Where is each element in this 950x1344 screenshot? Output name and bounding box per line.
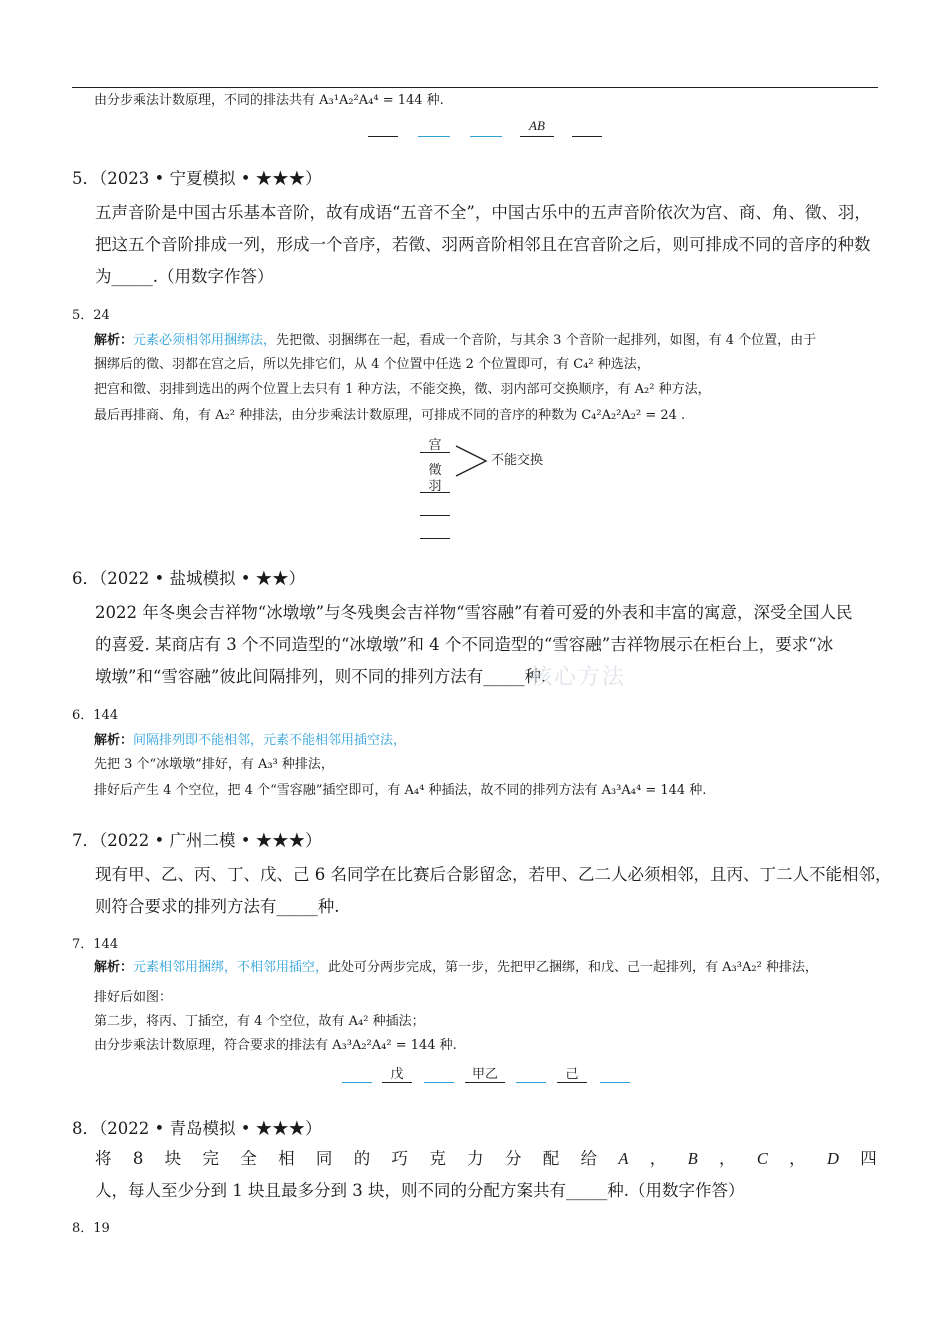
q6-line: 的喜爱. 某商店有 3 个不同造型的“冰墩墩”和 4 个不同造型的“雪容融”吉祥物展示在柜台上，要求“冰: [95, 635, 834, 654]
q6-answer: 6．144: [72, 708, 119, 723]
slot: [420, 515, 450, 516]
slot: [557, 1082, 587, 1083]
slot-label: 己: [565, 1067, 579, 1082]
q8-word: 同: [315, 1149, 333, 1168]
q5-line: 五声音阶是中国古乐基本音阶，故有成语“五音不全”，中国古乐中的五声音阶依次为宫、商、角、徵、羽，: [95, 203, 871, 222]
q8-word: 完: [202, 1149, 219, 1168]
q8-word: 巧: [391, 1149, 408, 1168]
q8-word: 8: [132, 1149, 144, 1168]
slot: [600, 1082, 630, 1083]
label-yu: 羽: [428, 479, 442, 494]
label-gong: 宫: [428, 438, 442, 453]
q5-analysis-line: 把宫和徵、羽排到选出的两个位置上去只有 1 种方法，不能交换，徵、羽内部可交换顺序，有 A₂² 种方法，: [94, 382, 711, 397]
slot: [516, 1082, 546, 1083]
q7-analysis-line: [94, 958, 818, 978]
q8-word: 分: [504, 1149, 522, 1168]
slot: [520, 136, 554, 137]
q8-word: 克: [429, 1149, 446, 1168]
q8-word: 给: [580, 1149, 598, 1168]
q7-analysis-line: 排好后如图：: [94, 990, 173, 1005]
slot: [420, 538, 450, 539]
analysis-text: 此处可分两步完成，第一步，先把甲乙捆绑，和戊、己一起排列，有 A₃³A₂² 种排法，: [328, 960, 818, 975]
q8-word: 相: [278, 1149, 295, 1168]
slot: [368, 136, 398, 137]
slot: [418, 136, 450, 137]
q7-line: 则符合要求的排列方法有_____种.: [95, 897, 340, 916]
top-rule: [72, 87, 878, 88]
slot: [470, 136, 502, 137]
q8-word: 的: [353, 1149, 371, 1168]
analysis-label: 解析：: [94, 333, 134, 348]
q5-answer: 5．24: [72, 308, 110, 323]
label-zhi: 徵: [428, 463, 442, 478]
slot-label: 甲乙: [471, 1067, 498, 1082]
q8-word: 将: [95, 1149, 112, 1168]
q7-analysis-line: 第二步，将丙、丁插空，有 4 个空位，故有 A₄² 种插法；: [94, 1014, 425, 1029]
q7-answer: 7．144: [72, 937, 119, 952]
q6-analysis-line: [94, 731, 406, 751]
q8-word: 块: [164, 1149, 182, 1168]
q8-word: 力: [467, 1149, 484, 1168]
q8-word: 全: [240, 1149, 257, 1168]
angle-bracket-icon: [454, 444, 490, 478]
q8-word: 配: [542, 1149, 560, 1168]
analysis-hint: 间隔排列即不能相邻，元素不能相邻用插空法，: [133, 733, 407, 748]
slot-label: 戊: [390, 1067, 404, 1082]
q7-heading: 7．（2022 • 广州二模 • ★★★）: [72, 831, 322, 850]
q8-word: ，: [789, 1149, 806, 1168]
analysis-hint: 元素必须相邻用捆绑法，: [133, 333, 277, 348]
q7-analysis-line: 由分步乘法计数原理，符合要求的排法有 A₃³A₂²A₄² = 144 种.: [94, 1038, 457, 1053]
analysis-label: 解析：: [94, 733, 134, 748]
q8-word: A: [618, 1149, 629, 1168]
label-no-swap: 不能交换: [491, 453, 544, 468]
q8-line: 人，每人至少分到 1 块且最多分到 3 块，则不同的分配方案共有_____种.（用数字作答）: [95, 1181, 745, 1200]
analysis-hint: 元素相邻用捆绑，不相邻用插空，: [133, 960, 329, 975]
q8-word: C: [756, 1149, 768, 1168]
q8-word: ，: [719, 1149, 736, 1168]
slot: [382, 1082, 412, 1083]
slot: [420, 492, 450, 493]
analysis-text: 先把徵、羽捆绑在一起，看成一个音阶，与其余 3 个音阶一起排列，如图，有 4 个位置，由于: [276, 333, 817, 348]
q8-word: B: [687, 1149, 698, 1168]
slot: [465, 1082, 505, 1083]
q5-heading: 5．（2023 • 宁夏模拟 • ★★★）: [72, 169, 322, 188]
slot: [572, 136, 602, 137]
q6-analysis-line: 先把 3 个“冰墩墩”排好，有 A₃³ 种排法，: [94, 757, 334, 772]
q8-answer: 8．19: [72, 1221, 110, 1236]
slot-label-ab: AB: [529, 118, 545, 133]
q7-line: 现有甲、乙、丙、丁、戊、己 6 名同学在比赛后合影留念，若甲、乙二人必须相邻，且丙、丁二人不能相邻，: [95, 865, 892, 884]
q6-heading: 6．（2022 • 盐城模拟 • ★★）: [72, 569, 306, 588]
slot: [420, 452, 450, 453]
q8-word: D: [826, 1149, 839, 1168]
analysis-label: 解析：: [94, 960, 134, 975]
q5-analysis-line: 捆绑后的徵、羽都在宫之后，所以先排它们，从 4 个位置中任选 2 个位置即可，有 C₄² 种选法，: [94, 357, 650, 372]
watermark: 核心方法: [530, 665, 627, 690]
q6-line: 墩墩”和“雪容融”彼此间隔排列，则不同的排列方法有_____种.: [95, 667, 547, 686]
q8-line-justified: [95, 1142, 877, 1175]
q5-line: 把这五个音阶排成一列，形成一个音序，若徵、羽两音阶相邻且在宫音阶之后，则可排成不同的音序的种数: [95, 235, 871, 254]
slot: [424, 1082, 454, 1083]
q5-analysis-line: 最后再排商、角，有 A₂² 种排法，由分步乘法计数原理，可排成不同的音序的种数为 C₄²A₂²A₂² = 24 .: [94, 408, 686, 423]
slot: [342, 1082, 372, 1083]
q6-analysis-line: 排好后产生 4 个空位，把 4 个“雪容融”插空即可，有 A₄⁴ 种插法，故不同的排列方法有 A₃³A₄⁴ = 144 种.: [94, 783, 707, 798]
q6-line: 2022 年冬奥会吉祥物“冰墩墩”与冬残奥会吉祥物“雪容融”有着可爱的外表和丰富的寓意，深受全国人民: [95, 603, 853, 622]
q8-heading: 8．（2022 • 青岛模拟 • ★★★）: [72, 1119, 322, 1138]
q5-analysis-line: [94, 331, 816, 351]
carryover-line: 由分步乘法计数原理，不同的排法共有 A₃¹A₂²A₄⁴ = 144 种.: [94, 93, 444, 108]
q8-word: 四: [860, 1149, 877, 1168]
q5-line: 为_____.（用数字作答）: [95, 267, 274, 286]
q8-word: ，: [649, 1149, 667, 1168]
